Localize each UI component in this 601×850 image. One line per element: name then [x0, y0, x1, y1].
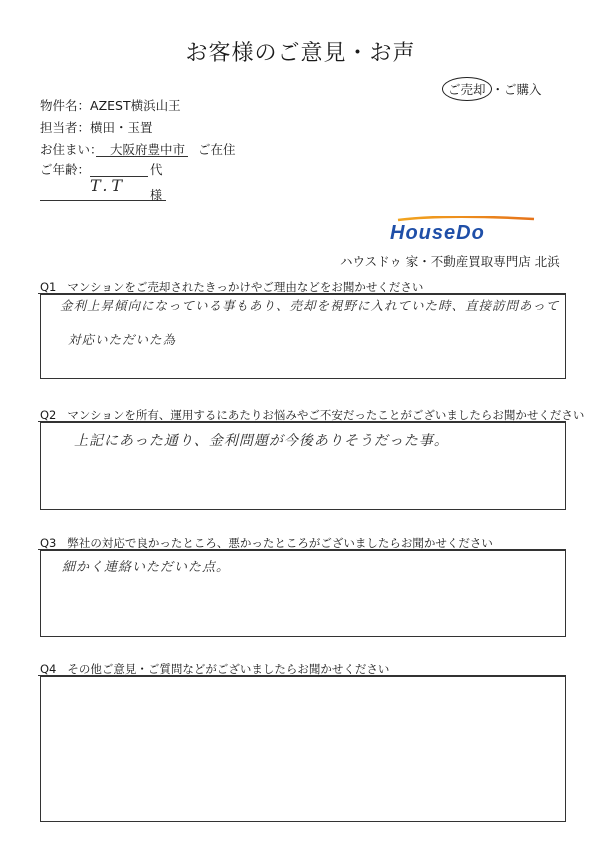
property-value: AZEST横浜山王 [90, 98, 181, 113]
name-underline [40, 200, 166, 201]
customer-name-handwritten: T.T [90, 176, 127, 195]
staff-row [40, 118, 153, 136]
page-title: お客様のご意見・お声 [185, 41, 416, 66]
staff-value: 横田・玉置 [90, 120, 153, 135]
answer-4-box [40, 676, 566, 822]
age-label: ご年齢： [40, 162, 91, 177]
transaction-type [442, 77, 542, 101]
company-name: ハウスドゥ 家・不動産買取専門店 北浜 [340, 254, 560, 269]
answer-1-line-1: 金利上昇傾向になっている事もあり、売却を視野に入れていた時、直接訪問あって [60, 298, 560, 313]
address-underline [96, 156, 188, 157]
age-row [40, 160, 90, 178]
answer-1-line-2: 対応いただいた為 [68, 332, 177, 347]
property-row [40, 96, 181, 114]
transaction-selected-sale: ご売却 [442, 77, 492, 101]
question-1-number: Q1 [40, 280, 57, 294]
address-value: 大阪府豊中市 [110, 142, 186, 157]
question-3-text: 弊社の対応で良かったところ、悪かったところがございましたらお聞かせください [67, 536, 493, 550]
svg-text:HouseDo: HouseDo [390, 222, 485, 242]
name-suffix: 様 [150, 188, 163, 202]
staff-label: 担当者： [40, 120, 91, 135]
address-row [40, 140, 103, 158]
transaction-option-purchase: ・ご購入 [491, 82, 542, 97]
question-3-number: Q3 [40, 536, 57, 550]
question-2-number: Q2 [40, 408, 57, 422]
answer-3-line-1: 細かく連絡いただいた点。 [62, 560, 231, 575]
address-label: お住まい： [40, 142, 103, 157]
question-4-number: Q4 [40, 662, 57, 676]
question-4-text: その他ご意見・ご質問などがございましたらお聞かせください [67, 662, 390, 676]
house-do-logo [384, 216, 552, 242]
question-1-text: マンションをご売却されたきっかけやご理由などをお聞かせください [67, 280, 424, 294]
question-2-text: マンションを所有、運用するにあたりお悩みやご不安だったことがございましたらお聞かせください [67, 408, 585, 422]
property-label: 物件名： [40, 98, 91, 113]
age-suffix: 代 [150, 162, 163, 177]
address-suffix: ご在住 [198, 142, 236, 157]
answer-2-line-1: 上記にあった通り、金利問題が今後ありそうだった事。 [74, 433, 449, 449]
